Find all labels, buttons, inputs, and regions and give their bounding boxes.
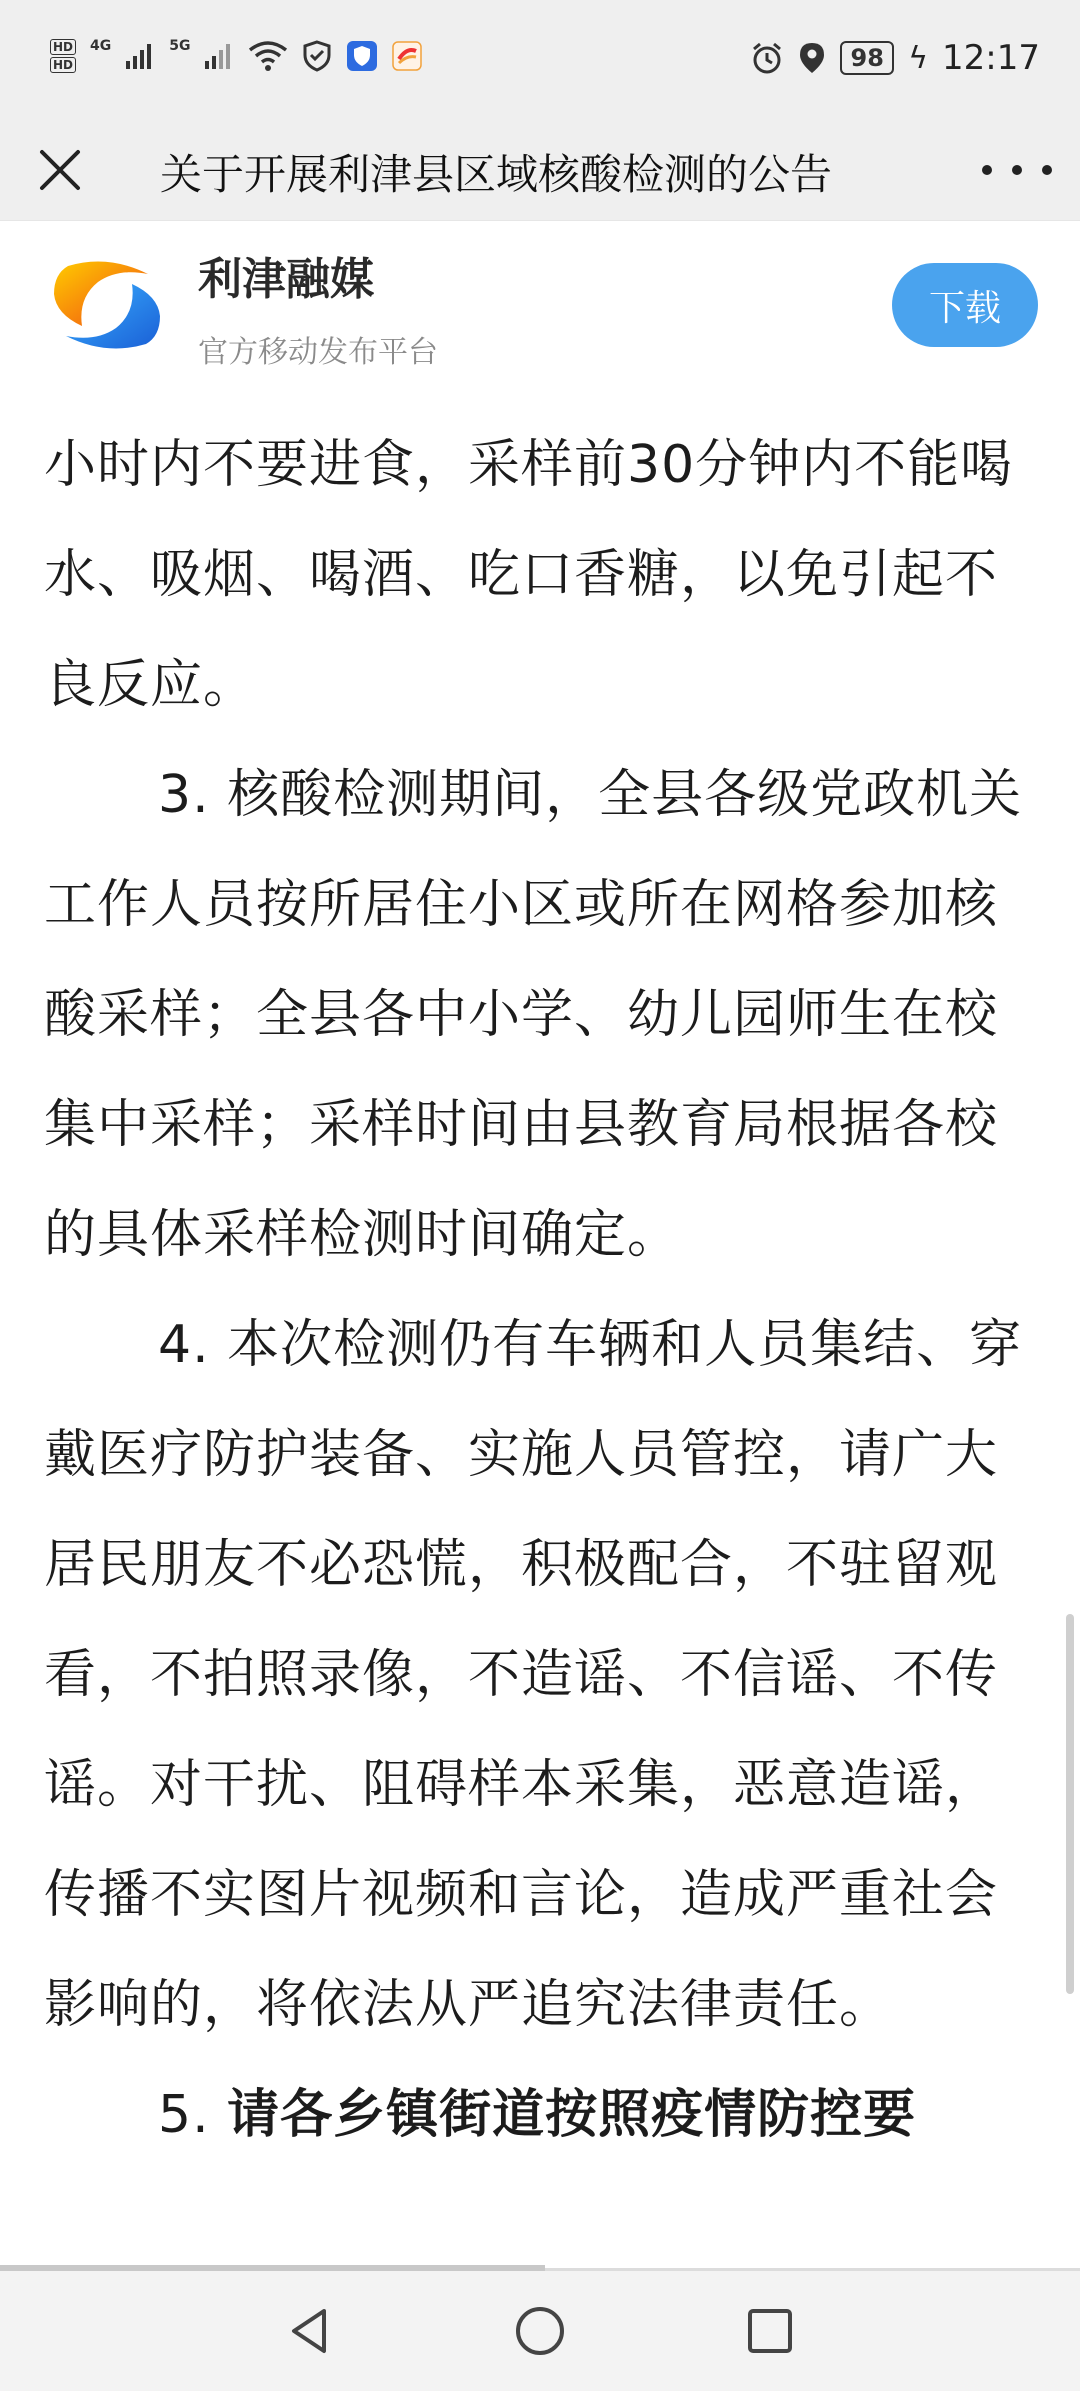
more-dot-icon bbox=[1042, 165, 1052, 175]
hd-badge-1: HD bbox=[50, 39, 76, 55]
download-button[interactable]: 下载 bbox=[892, 263, 1038, 347]
hd-badge-2: HD bbox=[50, 57, 76, 73]
page-title: 关于开展利津县区域核酸检测的公告 bbox=[160, 150, 833, 199]
paragraph-4-bold: 请各乡镇街道按照疫情防控要 bbox=[227, 2085, 917, 2145]
close-icon bbox=[30, 140, 90, 200]
close-button[interactable] bbox=[30, 140, 90, 200]
location-icon bbox=[798, 41, 826, 75]
paragraph-1: 小时内不要进食，采样前30分钟内不能喝水、吸烟、喝酒、吃口香糖，以免引起不良反应。 bbox=[44, 435, 1014, 715]
app-notification-icon bbox=[392, 41, 422, 71]
alarm-icon bbox=[750, 41, 784, 75]
hd-badges bbox=[50, 38, 76, 74]
scrollbar[interactable] bbox=[1066, 1614, 1074, 1994]
navigation-bar bbox=[0, 2268, 1080, 2391]
paragraph-3: 4. 本次检测仍有车辆和人员集结、穿戴医疗防护装备、实施人员管控，请广大居民朋友不必恐慌，积极配合，不驻留观看，不拍照录像，不造谣、不信谣、不传谣。对干扰、阻碍样本采集，恶意造谣，传播不实图片视频和言论，造成严重社会影响的，将依法从严追究法律责任。 bbox=[44, 1315, 1023, 2035]
more-dot-icon bbox=[1012, 165, 1022, 175]
app-logo bbox=[48, 256, 166, 354]
paragraph-2: 3. 核酸检测期间，全县各级党政机关工作人员按所居住小区或所在网格参加核酸采样；全县各中小学、幼儿园师生在校集中采样；采样时间由县教育局根据各校的具体采样检测时间确定。 bbox=[44, 765, 1023, 1265]
app-download-banner bbox=[0, 220, 1080, 371]
battery-indicator: 98 bbox=[840, 41, 894, 75]
page-progress-bar bbox=[0, 2265, 545, 2271]
article-content bbox=[0, 370, 1080, 2268]
wifi-icon bbox=[248, 40, 288, 72]
status-left bbox=[50, 38, 422, 74]
more-options-button[interactable] bbox=[982, 142, 1052, 198]
paragraph-4-number: 5. bbox=[158, 2085, 210, 2145]
recents-nav-icon[interactable] bbox=[740, 2301, 800, 2361]
article-body bbox=[44, 410, 1036, 2170]
home-nav-icon[interactable] bbox=[510, 2301, 570, 2361]
signal-bars-icon bbox=[204, 41, 234, 71]
signal-1-label: 4G bbox=[90, 38, 112, 54]
status-right bbox=[750, 38, 1040, 78]
shield-icon bbox=[302, 40, 332, 72]
app-subtitle: 官方移动发布平台 bbox=[198, 335, 438, 370]
charging-icon: ϟ bbox=[908, 40, 929, 76]
paragraph-4 bbox=[44, 2060, 1036, 2170]
signal-bars-icon bbox=[125, 41, 155, 71]
vpn-shield-icon bbox=[346, 40, 378, 72]
more-dot-icon bbox=[982, 165, 992, 175]
clock-time: 12:17 bbox=[942, 38, 1040, 78]
title-bar bbox=[0, 120, 1080, 220]
back-nav-icon[interactable] bbox=[280, 2301, 340, 2361]
app-name: 利津融媒 bbox=[198, 254, 374, 305]
signal-2-label: 5G bbox=[169, 38, 191, 54]
status-bar bbox=[0, 0, 1080, 120]
